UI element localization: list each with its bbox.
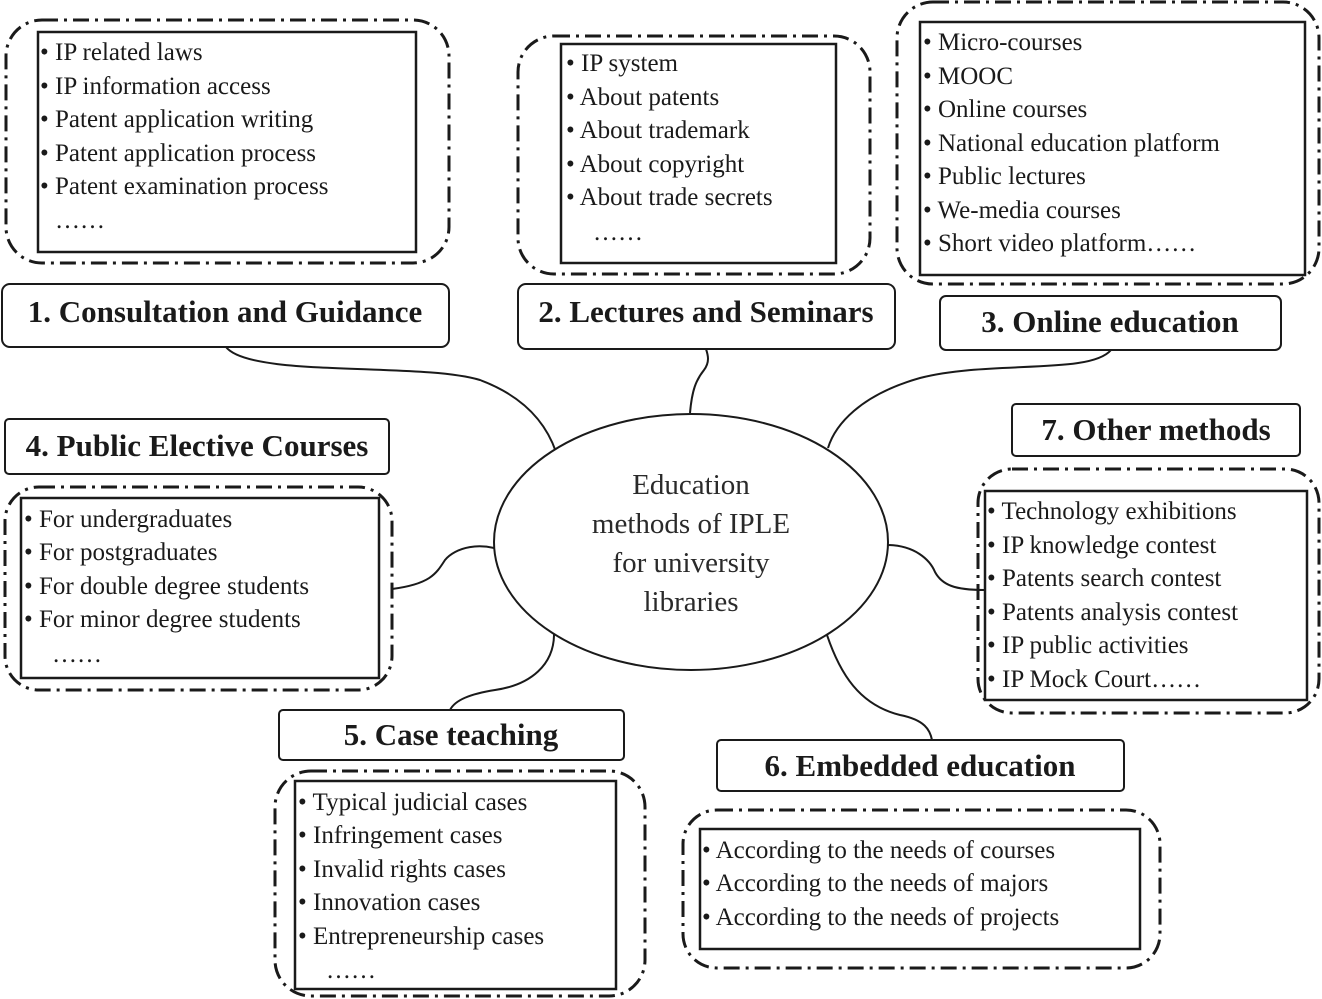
group-2-item: • About copyright	[566, 151, 745, 178]
group-6-item: • According to the needs of projects	[702, 904, 1060, 931]
group-3-title: 3. Online education	[981, 304, 1239, 339]
group-1-item: • Patent application process	[40, 140, 317, 167]
group-1-item: • IP information access	[40, 73, 271, 100]
group-3-item: • MOOC	[923, 63, 1014, 90]
center-line-1: Education	[632, 469, 750, 501]
group-3-item: • We-media courses	[923, 197, 1121, 224]
group-online-education	[897, 2, 1319, 350]
group-consultation-guidance	[2, 20, 449, 347]
group-7-item: • Patents search contest	[987, 565, 1222, 592]
group-5-item: • Innovation cases	[298, 889, 481, 916]
group-3-item: • Short video platform……	[923, 230, 1197, 257]
group-3-item: • Online courses	[923, 96, 1088, 123]
group-2-item: ……	[593, 219, 643, 246]
group-7-item: • Patents analysis contest	[987, 599, 1239, 626]
group-public-elective-courses	[5, 419, 392, 690]
group-6-item: • According to the needs of courses	[702, 837, 1056, 864]
center-line-2: methods of IPLE	[591, 508, 791, 540]
group-1-item: • Patent application writing	[40, 106, 314, 133]
group-2-title: 2. Lectures and Seminars	[538, 294, 874, 329]
group-embedded-education	[683, 740, 1160, 968]
group-5-title: 5. Case teaching	[343, 717, 559, 752]
group-3-item: • Micro-courses	[923, 29, 1083, 56]
connector-5	[450, 632, 554, 710]
connector-6	[826, 632, 932, 740]
group-1-item: • Patent examination process	[40, 173, 329, 200]
group-3-item: • Public lectures	[923, 163, 1086, 190]
group-2-item: • About trademark	[566, 117, 750, 144]
group-5-item: • Typical judicial cases	[298, 789, 528, 816]
group-5-item: • Entrepreneurship cases	[298, 923, 545, 950]
center-line-4: libraries	[643, 586, 739, 618]
group-1-item: • IP related laws	[40, 39, 203, 66]
group-7-item: • Technology exhibitions	[987, 498, 1237, 525]
group-lectures-seminars	[518, 36, 895, 349]
group-1-item: ……	[55, 207, 105, 234]
connector-7	[886, 545, 984, 590]
group-7-item: • IP knowledge contest	[987, 532, 1217, 559]
group-2-item: • About trade secrets	[566, 184, 773, 211]
group-case-teaching	[275, 710, 645, 996]
group-2-item: • IP system	[566, 50, 678, 77]
group-4-item: • For minor degree students	[24, 606, 301, 633]
central-topic	[494, 414, 888, 670]
group-3-item: • National education platform	[923, 130, 1220, 157]
group-7-item: • IP Mock Court……	[987, 666, 1202, 693]
group-4-item: • For postgraduates	[24, 539, 218, 566]
group-4-item: ……	[52, 641, 102, 668]
group-2-item: • About patents	[566, 84, 720, 111]
connector-2	[690, 349, 708, 413]
group-4-item: • For undergraduates	[24, 506, 233, 533]
group-6-title: 6. Embedded education	[764, 748, 1076, 783]
group-other-methods	[978, 404, 1319, 713]
group-5-item: • Infringement cases	[298, 822, 503, 849]
group-4-item: • For double degree students	[24, 573, 310, 600]
group-7-title: 7. Other methods	[1041, 412, 1271, 447]
group-5-item: • Invalid rights cases	[298, 856, 507, 883]
group-7-item: • IP public activities	[987, 632, 1189, 659]
center-line-3: for university	[612, 547, 770, 579]
group-5-item: ……	[326, 957, 376, 984]
group-4-title: 4. Public Elective Courses	[25, 428, 369, 463]
group-1-title: 1. Consultation and Guidance	[27, 294, 423, 329]
group-6-item: • According to the needs of majors	[702, 870, 1049, 897]
connector-4	[392, 546, 508, 589]
